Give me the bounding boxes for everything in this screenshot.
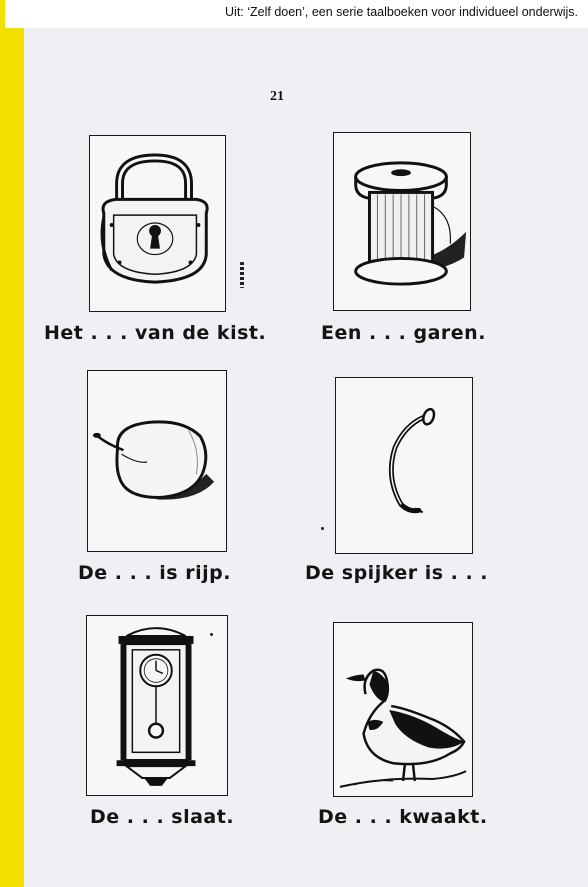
exercise-sentence: De . . . is rijp.: [78, 562, 231, 584]
plum-icon: [88, 371, 226, 551]
spool-picture-frame: [333, 132, 471, 311]
clock-picture-frame: [86, 615, 228, 796]
yellow-spine: [0, 28, 24, 887]
speck: [240, 262, 244, 288]
exercise-sentence: Het . . . van de kist.: [44, 322, 267, 344]
padlock-icon: [90, 136, 225, 311]
page-number: 21: [270, 89, 284, 104]
speck: [321, 527, 324, 530]
nail-picture-frame: [335, 377, 473, 554]
exercise-sentence: De . . . kwaakt.: [318, 806, 488, 828]
caption-bar: [0, 0, 588, 28]
exercise-sentence: De spijker is . . .: [305, 562, 489, 584]
speck: [210, 633, 213, 636]
exercise-sentence: Een . . . garen.: [321, 322, 486, 344]
padlock-picture-frame: [89, 135, 226, 312]
yellow-spine-top: [0, 0, 5, 28]
wall-clock-icon: [87, 616, 227, 795]
source-caption: Uit: ‘Zelf doen’, een serie taalboeken voor individueel onderwijs.: [225, 5, 578, 19]
exercise-sentence: De . . . slaat.: [90, 806, 235, 828]
duck-picture-frame: [333, 622, 473, 797]
spool-icon: [334, 133, 470, 310]
duck-icon: [334, 623, 472, 796]
plum-picture-frame: [87, 370, 227, 552]
bent-nail-icon: [336, 378, 472, 553]
